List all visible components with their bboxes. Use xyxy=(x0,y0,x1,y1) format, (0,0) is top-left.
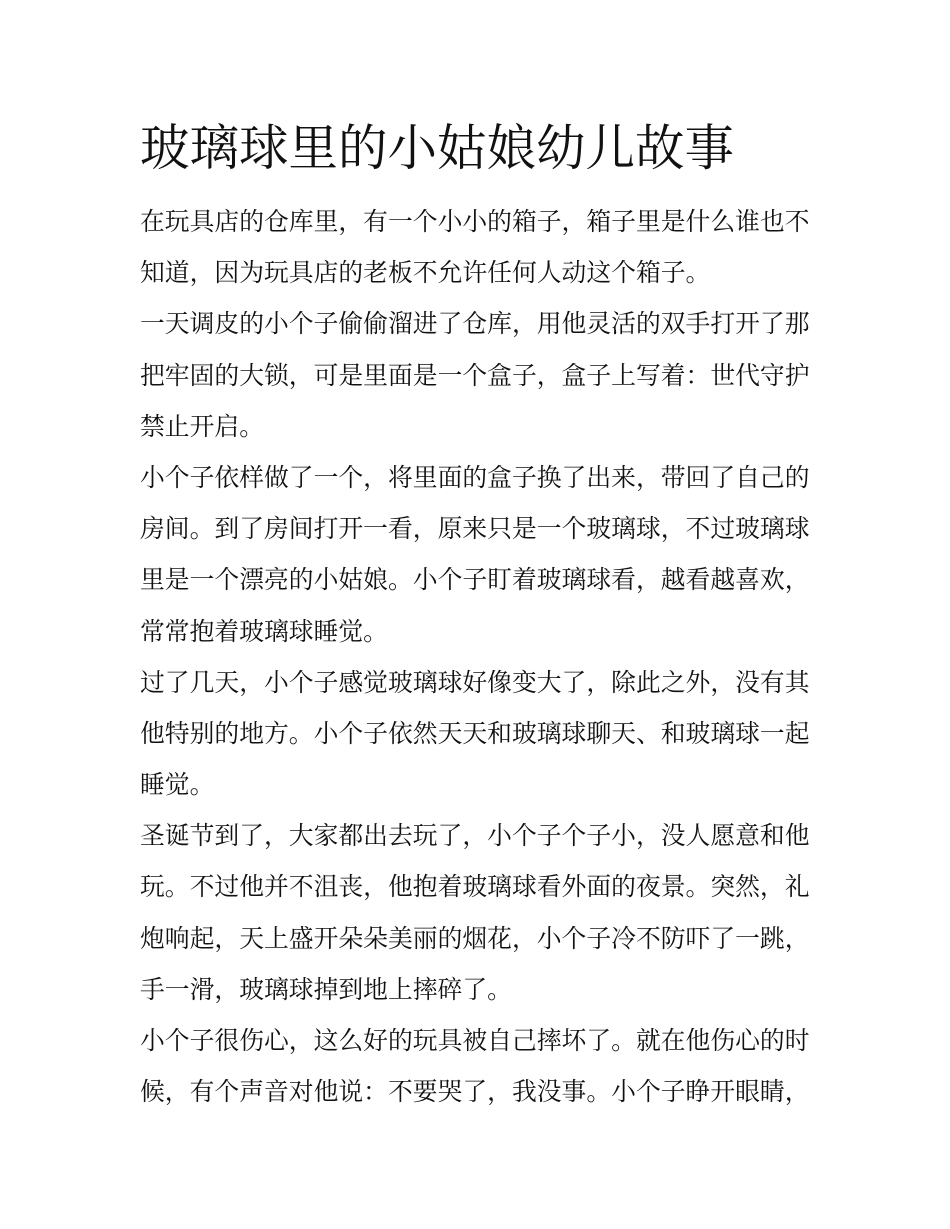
text-line: 手一滑，玻璃球掉到地上摔碎了。 xyxy=(140,974,512,1004)
text-line: 他特别的地方。小个子依然天天和玻璃球聊天、和玻璃球一起 xyxy=(140,718,810,748)
paragraph xyxy=(140,452,820,657)
text-line: 里是一个漂亮的小姑娘。小个子盯着玻璃球看，越看越喜欢， xyxy=(140,565,810,595)
paragraph xyxy=(140,1015,820,1117)
text-line: 一天调皮的小个子偷偷溜进了仓库，用他灵活的双手打开了那 xyxy=(140,309,810,339)
text-line: 过了几天，小个子感觉玻璃球好像变大了，除此之外，没有其 xyxy=(140,667,810,697)
text-line: 炮响起，天上盛开朵朵美丽的烟花，小个子冷不防吓了一跳， xyxy=(140,923,810,953)
paragraph xyxy=(140,810,820,1015)
text-line: 在玩具店的仓库里，有一个小小的箱子，箱子里是什么谁也不 xyxy=(140,207,810,236)
text-line: 睡觉。 xyxy=(140,770,215,800)
paragraph xyxy=(140,657,820,811)
text-line: 禁止开启。 xyxy=(140,411,264,441)
text-line: 候，有个声音对他说：不要哭了，我没事。小个子睁开眼睛， xyxy=(140,1077,810,1107)
text-line: 房间。到了房间打开一看，原来只是一个玻璃球，不过玻璃球 xyxy=(140,514,810,544)
document-body xyxy=(140,196,820,1117)
text-line: 小个子很伤心，这么好的玩具被自己摔坏了。就在他伤心的时 xyxy=(140,1026,810,1055)
text-line: 常常抱着玻璃球睡觉。 xyxy=(140,616,388,646)
text-line: 知道，因为玩具店的老板不允许任何人动这个箱子。 xyxy=(140,258,711,288)
text-line: 把牢固的大锁，可是里面是一个盒子，盒子上写着：世代守护 xyxy=(140,360,810,390)
text-line: 玩。不过他并不沮丧，他抱着玻璃球看外面的夜景。突然，礼 xyxy=(140,872,810,902)
paragraph xyxy=(140,196,820,298)
document-title: 玻璃球里的小姑娘幼儿故事 xyxy=(140,119,734,177)
text-line: 圣诞节到了，大家都出去玩了，小个子个子小，没人愿意和他 xyxy=(140,821,810,851)
text-line: 小个子依样做了一个，将里面的盒子换了出来，带回了自己的 xyxy=(140,462,810,492)
paragraph xyxy=(140,298,820,452)
